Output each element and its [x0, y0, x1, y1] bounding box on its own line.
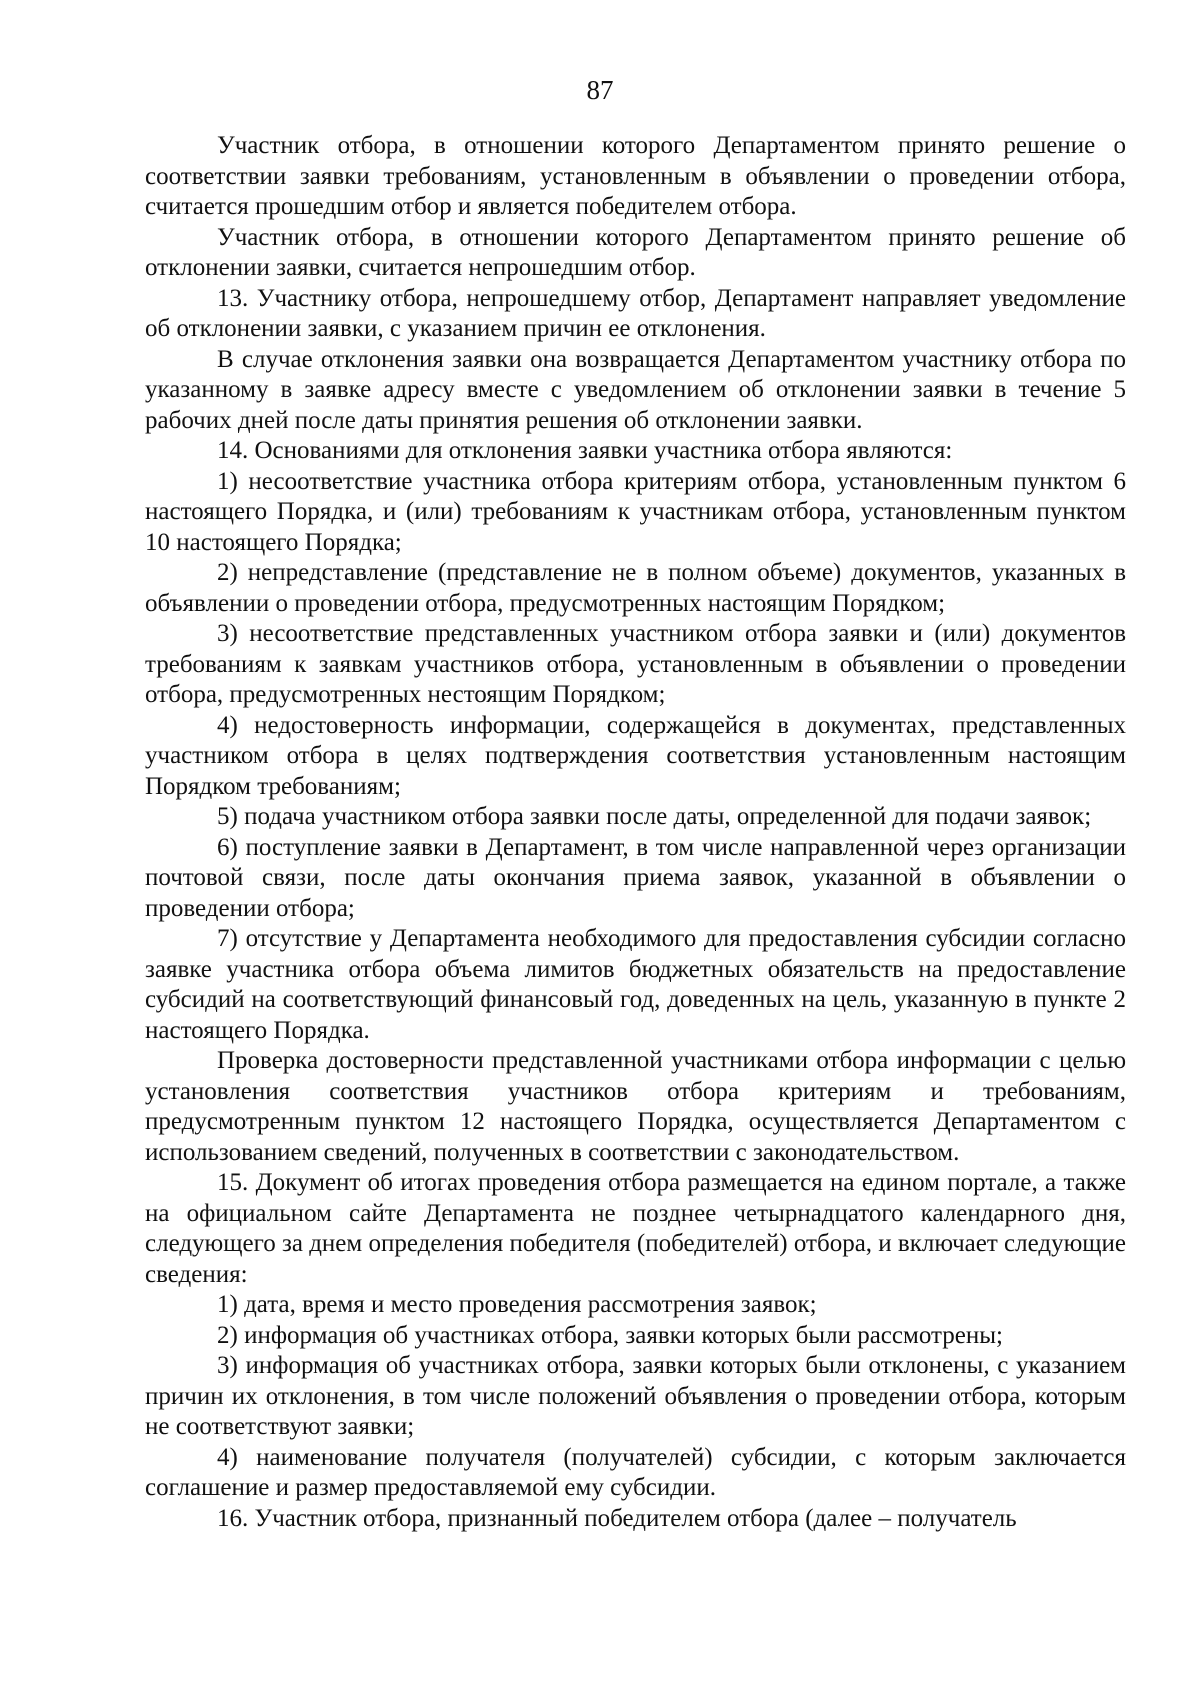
list-item: 5) подача участником отбора заявки после даты, определенной для подачи заявок;: [217, 803, 1092, 830]
paragraph: В случае отклонения заявки она возвращается Департаментом участнику отбора по указанному в заявке адресу вместе с уведомлением об отклонении заявки в течение 5 рабочих дней после даты принятия решения об отклонении заявки.: [145, 345, 1126, 434]
paragraph: Участник отбора, в отношении которого Департаментом принято решение об отклонении заявки, считается непрошедшим отбор.: [145, 223, 1126, 281]
list-item: 4) недостоверность информации, содержащейся в документах, представленных участником отбора в целях подтверждения соответствия установленным настоящим Порядком требованиям;: [145, 711, 1126, 800]
paragraph: Участник отбора, в отношении которого Департаментом принято решение о соответствии заявки требованиям, установленным в объявлении о проведении отбора, считается прошедшим отбор и является победителем отбора.: [145, 132, 1126, 220]
list-item: 4) наименование получателя (получателей) субсидии, с которым заключается соглашение и размер предоставляемой ему субсидии.: [145, 1443, 1126, 1501]
list-item: 1) несоответствие участника отбора критериям отбора, установленным пунктом 6 настоящего Порядка, и (или) требованиям к участникам отбора, установленным пунктом 10 настоящего Порядка;: [145, 467, 1126, 556]
list-item: 3) несоответствие представленных участником отбора заявки и (или) документов требованиям к заявкам участников отбора, установленным в объявлении о проведении отбора, предусмотренных нестоящим Порядком;: [145, 620, 1126, 708]
paragraph: 13. Участнику отбора, непрошедшему отбор, Департамент направляет уведомление об отклонении заявки, с указанием причин ее отклонения.: [145, 284, 1126, 342]
list-item: 3) информация об участниках отбора, заявки которых были отклонены, с указанием причин их отклонения, в том числе положений объявления о проведении отбора, которым не соответствуют заявки;: [145, 1352, 1126, 1440]
list-item: 7) отсутствие у Департамента необходимого для предоставления субсидии согласно заявке участника отбора объема лимитов бюджетных обязательств на предоставление субсидий на соответствующий финансовый год, доведенных на цель, указанную в пункте 2 настоящего Порядка.: [145, 925, 1126, 1044]
paragraph: 15. Документ об итогах проведения отбора размещается на едином портале, а также на официальном сайте Департамента не позднее четырнадцатого календарного дня, следующего за днем определения победителя (победителей) отбора, и включает следующие сведения:: [145, 1169, 1126, 1288]
list-item: 6) поступление заявки в Департамент, в том числе направленной через организации почтовой связи, после даты окончания приема заявок, указанной в объявлении о проведении отбора;: [145, 833, 1126, 922]
paragraph: 14. Основаниями для отклонения заявки участника отбора являются:: [217, 437, 953, 464]
document-body: [145, 131, 1126, 1534]
list-item: 2) непредставление (представление не в полном объеме) документов, указанных в объявлении о проведении отбора, предусмотренных настоящим Порядком;: [145, 559, 1126, 617]
paragraph: 16. Участник отбора, признанный победителем отбора (далее – получатель: [217, 1504, 1017, 1532]
paragraph: Проверка достоверности представленной участниками отбора информации с целью установления соответствия участников отбора критериям и требованиям, предусмотренным пунктом 12 настоящего Порядка, осуществляется Департаментом с использованием сведений, полученных в соответствии с законодательством.: [145, 1047, 1126, 1166]
page-number: 87: [586, 75, 614, 105]
list-item: 2) информация об участниках отбора, заявки которых были рассмотрены;: [217, 1321, 1003, 1349]
list-item: 1) дата, время и место проведения рассмотрения заявок;: [217, 1291, 817, 1318]
